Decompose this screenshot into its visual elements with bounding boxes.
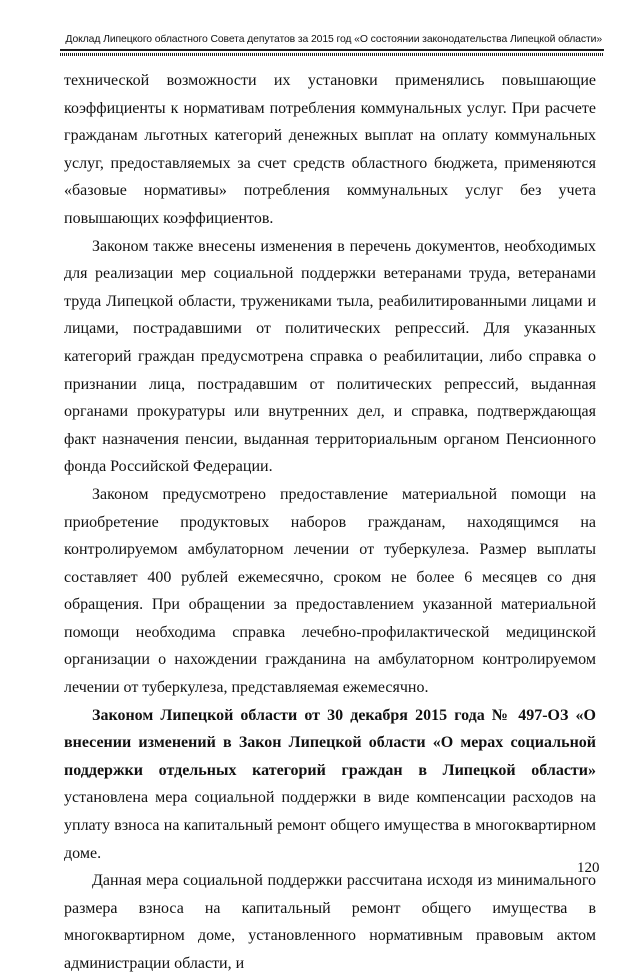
header-rule [60, 49, 604, 51]
paragraph-1: технической возможности их установки применялись повышающие коэффициенты к нормативам потребления коммунальных услуг. При расчете гражданам льготных категорий денежных выплат на оплату коммунальных услуг, предоставляемых за счет средств областного бюджета, применяются «базовые нормативы» потребления коммунальных услуг без учета повышающих коэффициентов. [64, 72, 596, 227]
paragraph-2: Законом также внесены изменения в перечень документов, необходимых для реализации мер социальной поддержки ветеранами труда, ветеранами труда Липецкой области, тружениками тыла, реабилитированными лицами и лицами, пострадавшими от политических репрессий. Для указанных категорий граждан предусмотрена справка о реабилитации, либо справка о признании лица, пострадавшим от политических репрессий, выданная органами прокуратуры или внутренних дел, и справка, подтверждающая факт назначения пенсии, выданная территориальным органом Пенсионного фонда Российской Федерации. [64, 237, 596, 476]
header-rule-dotted [60, 53, 604, 56]
document-body [64, 67, 596, 978]
page-number: 120 [577, 860, 600, 876]
running-header: Доклад Липецкого областного Совета депутатов за 2015 год «О состоянии законодательства Липецкой области» [65, 34, 602, 45]
paragraph-4-text: установлена мера социальной поддержки в виде компенсации расходов на уплату взноса на капитальный ремонт общего имущества в многоквартирном доме. [64, 789, 596, 862]
paragraph-5: Данная мера социальной поддержки рассчитана исходя из минимального размера взноса на капитальный ремонт общего имущества в многоквартирном доме, установленного нормативным правовым актом администрации области, и [64, 872, 596, 972]
paragraph-3: Законом предусмотрено предоставление материальной помощи на приобретение продуктовых наборов гражданам, находящимся на контролируемом амбулаторном лечении от туберкулеза. Размер выплаты составляет 400 рублей ежемесячно, сроком не более 6 месяцев со дня обращения. При обращении за предоставлением указанной материальной помощи необходима справка лечебно-профилактической медицинской организации о нахождении гражданина на амбулаторном контролируемом лечении от туберкулеза, представляемая ежемесячно. [64, 485, 596, 697]
paragraph-4 [64, 702, 596, 868]
law-title-bold: Законом Липецкой области от 30 декабря 2015 года № 497-ОЗ «О внесении изменений в Закон Липецкой области «О мерах социальной поддержки отдельных категорий граждан в Липецкой области» [64, 706, 596, 779]
